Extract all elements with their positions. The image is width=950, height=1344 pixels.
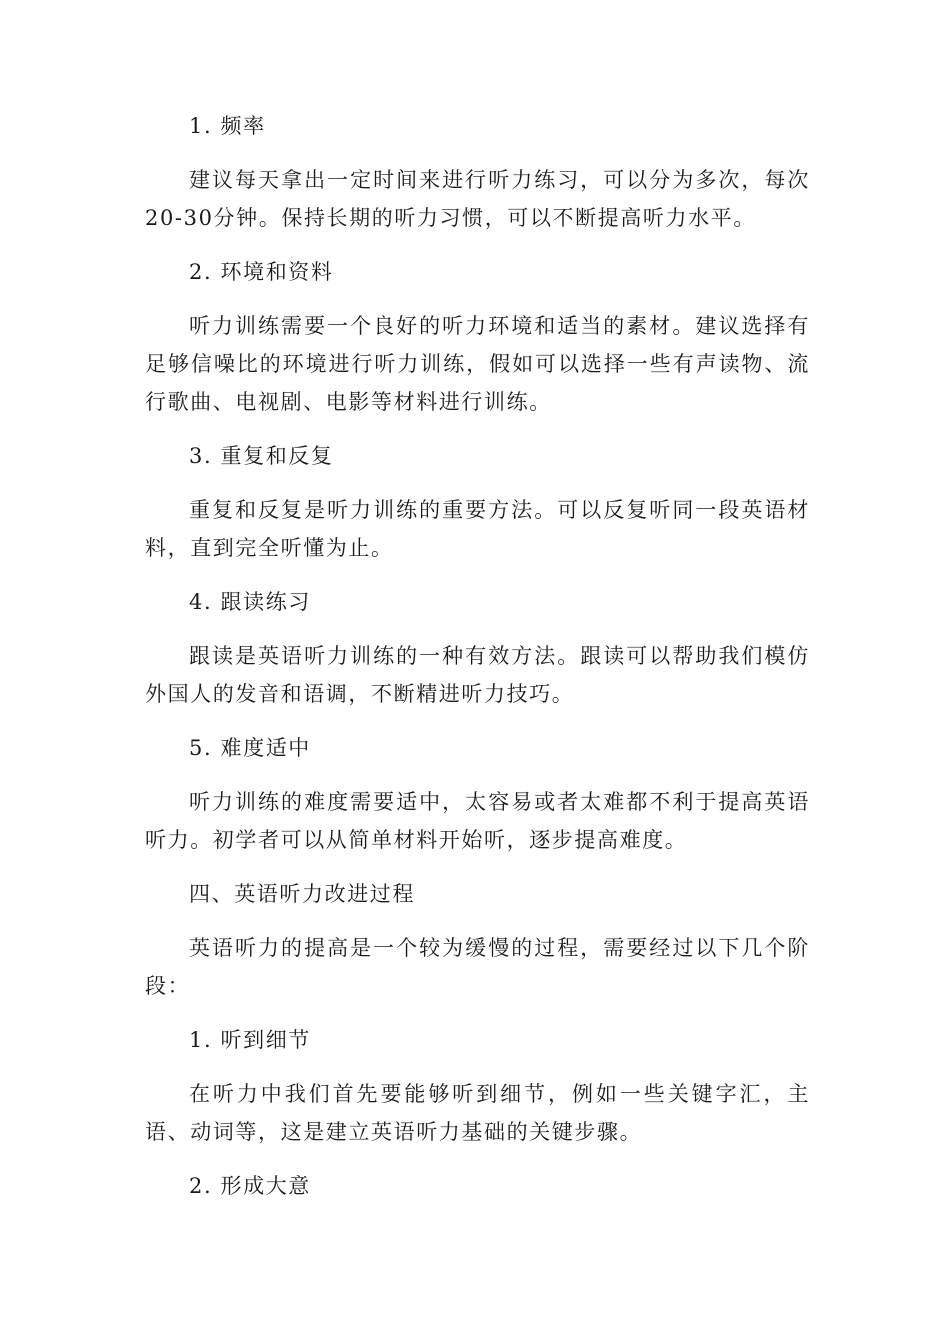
section-heading-frequency: 1. 频率 xyxy=(189,114,266,138)
section-heading-repetition: 3. 重复和反复 xyxy=(189,444,334,468)
paragraph-improvement-process: 英语听力的提高是一个较为缓慢的过程，需要经过以下几个阶段： xyxy=(145,936,810,998)
paragraph-environment: 听力训练需要一个良好的听力环境和适当的素材。建议选择有足够信噪比的环境进行听力训练，假如可以选择一些有声读物、流行歌曲、电视剧、电影等材料进行训练。 xyxy=(145,314,810,414)
section-heading-shadowing: 4. 跟读练习 xyxy=(189,590,311,614)
paragraph-frequency: 建议每天拿出一定时间来进行听力练习，可以分为多次，每次20-30分钟。保持长期的听力习惯，可以不断提高听力水平。 xyxy=(145,168,810,230)
paragraph-difficulty: 听力训练的难度需要适中，太容易或者太难都不利于提高英语听力。初学者可以从简单材料开始听，逐步提高难度。 xyxy=(145,790,810,852)
paragraph-shadowing: 跟读是英语听力训练的一种有效方法。跟读可以帮助我们模仿外国人的发音和语调，不断精进听力技巧。 xyxy=(145,644,810,706)
section-heading-environment: 2. 环境和资料 xyxy=(189,260,334,284)
chapter-heading-improvement-process: 四、英语听力改进过程 xyxy=(189,882,415,906)
section-heading-form-gist: 2. 形成大意 xyxy=(189,1174,311,1198)
document-body xyxy=(145,107,810,1221)
paragraph-hear-details: 在听力中我们首先要能够听到细节，例如一些关键字汇，主语、动词等，这是建立英语听力基础的关键步骤。 xyxy=(145,1082,810,1144)
paragraph-repetition: 重复和反复是听力训练的重要方法。可以反复听同一段英语材料，直到完全听懂为止。 xyxy=(145,498,810,560)
section-heading-hear-details: 1. 听到细节 xyxy=(189,1028,311,1052)
section-heading-difficulty: 5. 难度适中 xyxy=(189,736,311,760)
